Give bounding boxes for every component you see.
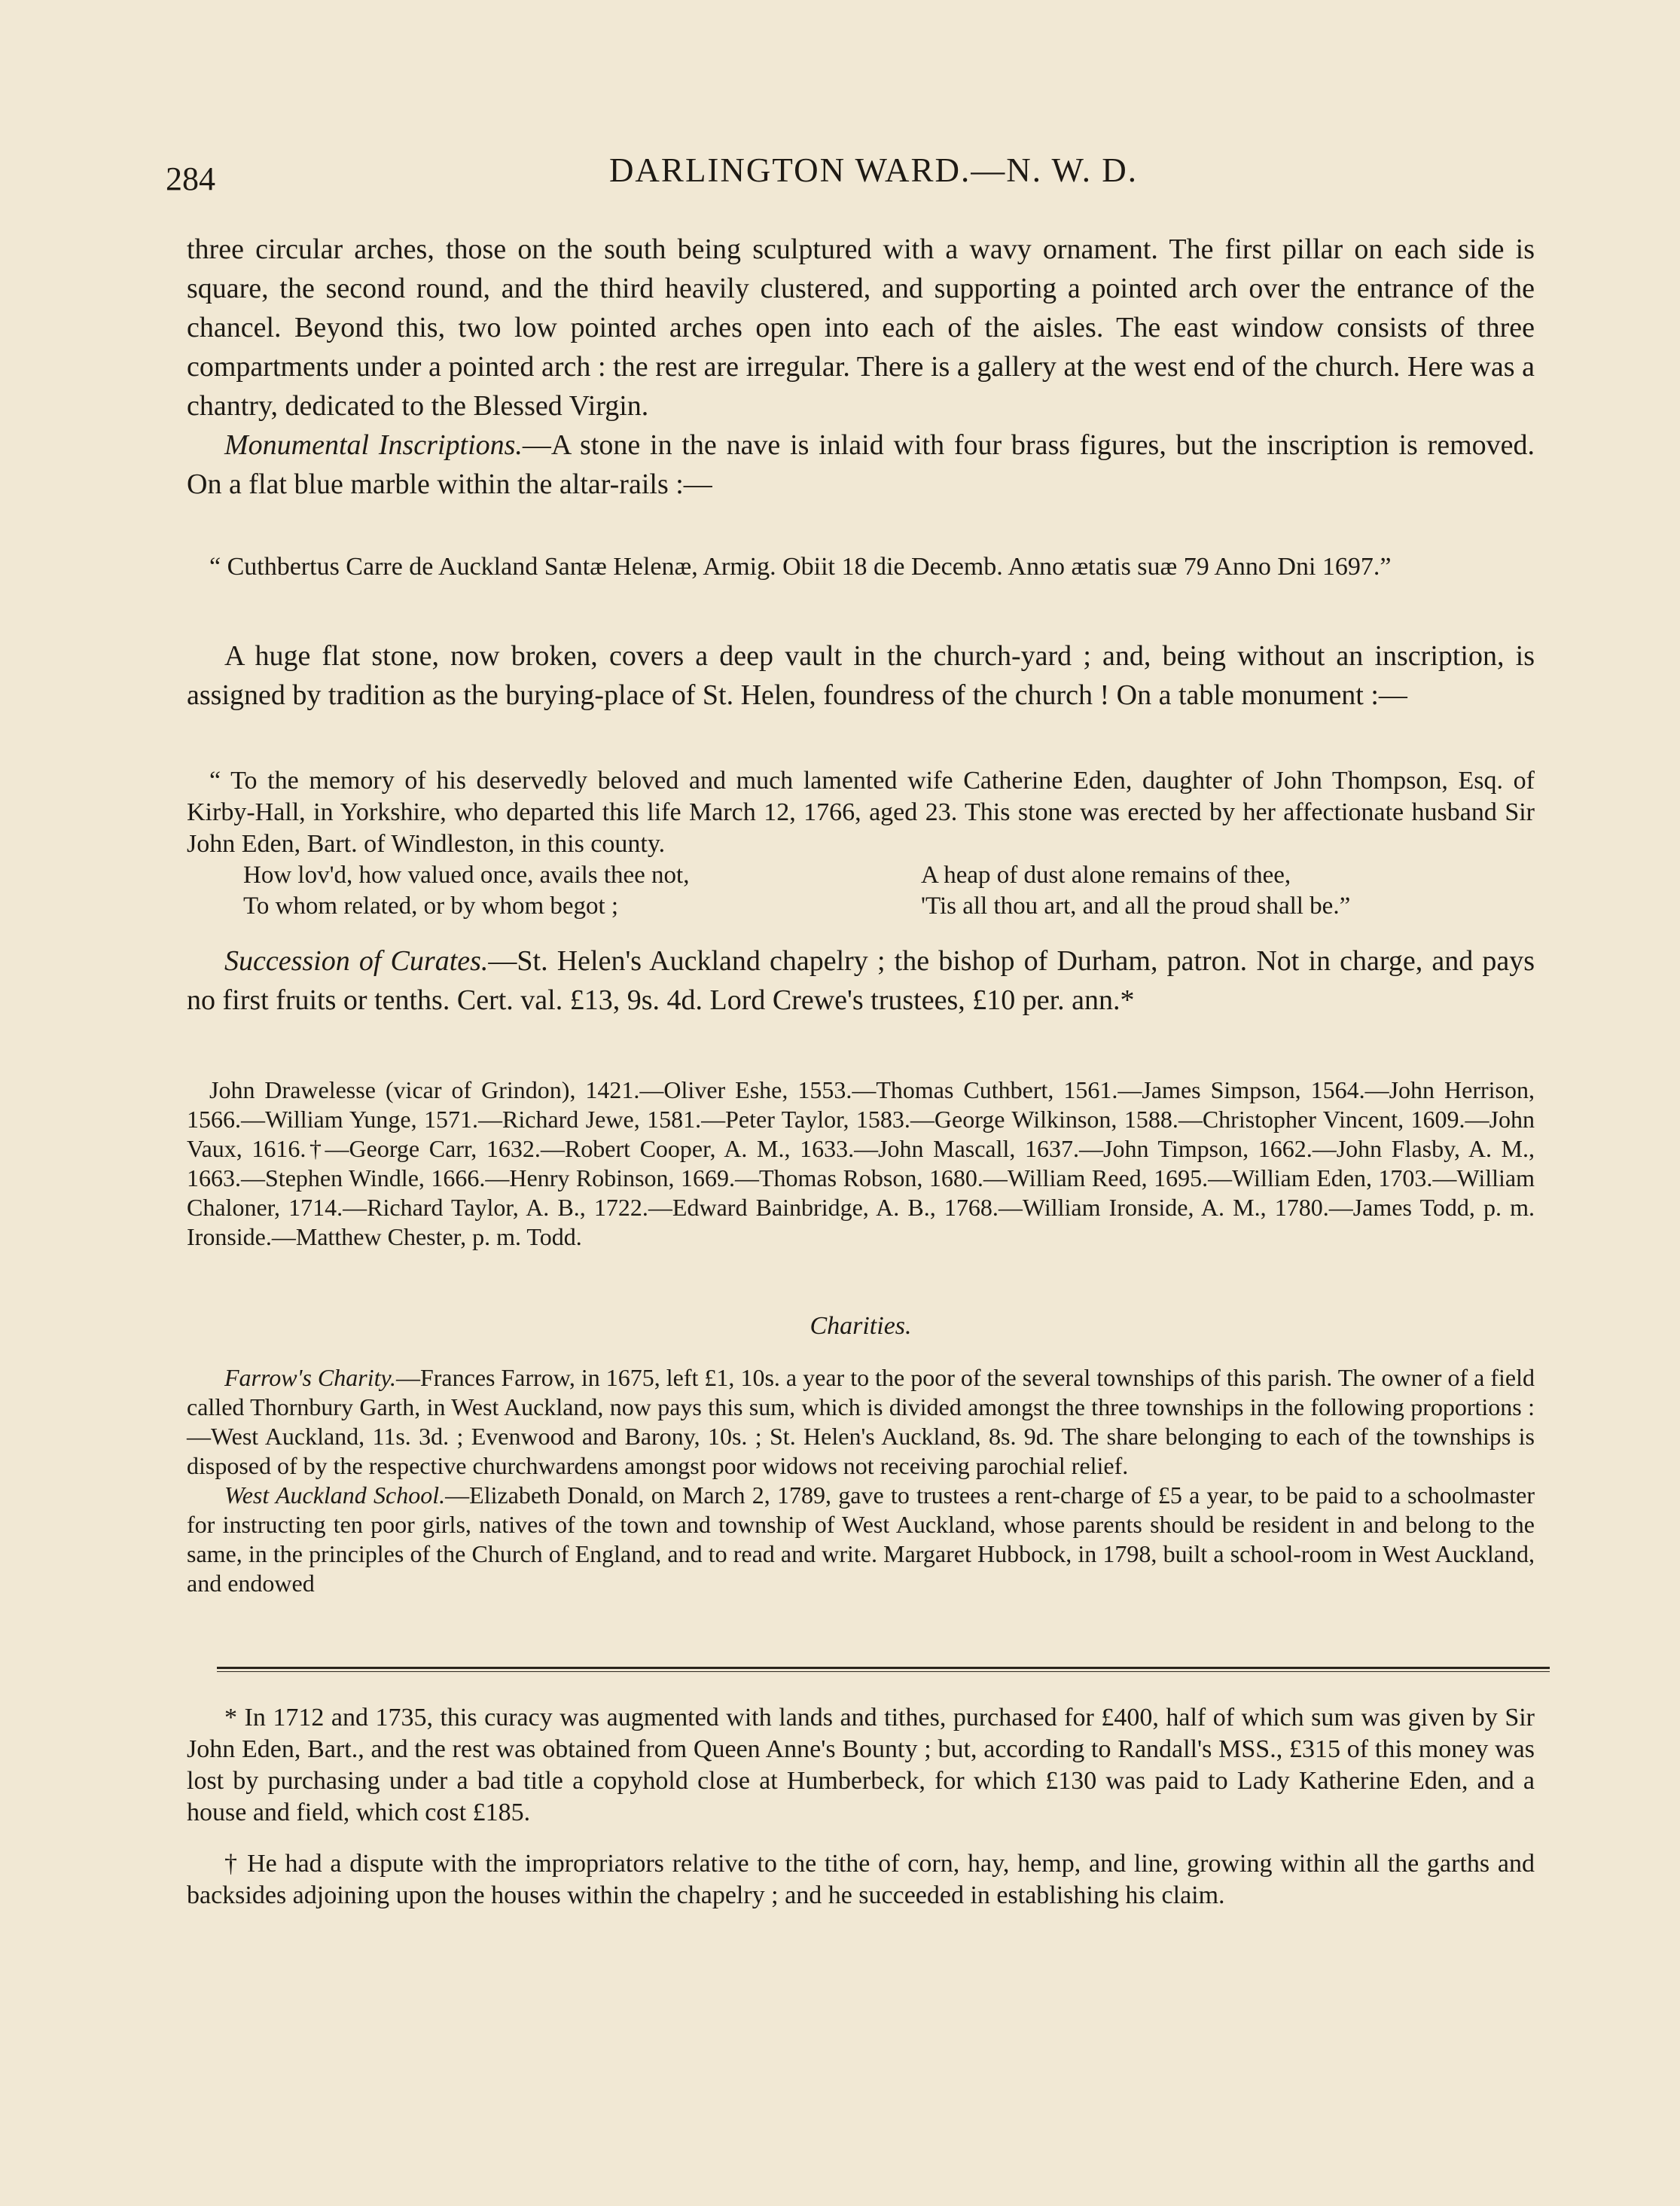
curates-list: John Drawelesse (vicar of Grindon), 1421.—Oliver Eshe, 1553.—Thomas Cuthbert, 1561.—James Simpson, 1564.—John Herrison, 1566.—William Yunge, 1571.—Richard Jewe, 1581.—Peter Taylor, 1583.—George Wilkinson, 1588.—Christopher Vincent, 1609.—John Vaux, 1616.†—George Carr, 1632.—Robert Cooper, A. M., 1633.—John Mascall, 1637.—John Timpson, 1662.—John Flasby, A. M., 1663.—Stephen Windle, 1666.—Henry Robinson, 1669.—Thomas Robson, 1680.—William Reed, 1695.—William Eden, 1703.—William Chaloner, 1714.—Richard Taylor, A. B., 1722.—Edward Bainbridge, A. B., 1768.—William Ironside, A. M., 1780.—James Todd, p. m. Ironside.—Matthew Chester, p. m. Todd.	[187, 1076, 1535, 1250]
running-title: DARLINGTON WARD.—N. W. D.	[608, 151, 1139, 189]
paragraph-school	[187, 1481, 1535, 1598]
verse-line-4: 'Tis all thou art, and all the proud shall be.”	[921, 892, 1351, 920]
quote-block	[187, 551, 1535, 583]
footnotes	[187, 1702, 1535, 1912]
farrow-heading: Farrow's Charity.	[224, 1364, 396, 1391]
paragraph-monumental	[187, 426, 1535, 504]
paragraph-farrow	[187, 1363, 1535, 1481]
charities-heading: Charities.	[810, 1312, 912, 1340]
charities-block	[187, 1363, 1535, 1598]
monumental-heading: Monumental Inscriptions.	[224, 429, 523, 461]
curates-block	[187, 1076, 1535, 1252]
farrow-text: —Frances Farrow, in 1675, left £1, 10s. a year to the poor of the several townships of this parish. The owner of a field called Thornbury Garth, in West Auckland, now pays this sum, which is divided amongst the three townships in the following proportions :—West Auckland, 11s. 3d. ; Evenwood and Barony, 10s. ; St. Helen's Auckland, 8s. 9d. The share belonging to each of the townships is disposed of by the respective churchwardens amongst poor widows not receiving parochial relief.	[187, 1364, 1535, 1479]
epitaph-verse	[187, 860, 1535, 922]
school-text: —Elizabeth Donald, on March 2, 1789, gave to trustees a rent-charge of £5 a year, to be paid to a schoolmaster for instructing ten poor girls, natives of the town and township of West Auckland, whose parents should be resident in and belong to the same, in the principles of the Church of England, and to read and write. Margaret Hubbock, in 1798, built a school-room in West Auckland, and endowed	[187, 1481, 1535, 1597]
paragraph-arches: three circular arches, those on the south being sculptured with a wavy ornament. The first pillar on each side is square, the second round, and the third heavily clustered, and supporting a pointed arch over the entrance of the chancel. Beyond this, two low pointed arches open into each of the aisles. The east window consists of three compartments under a pointed arch : the rest are irregular. There is a gallery at the west end of the church. Here was a chantry, dedicated to the Blessed Virgin.	[187, 233, 1535, 422]
verse-line-3: To whom related, or by whom begot ;	[243, 892, 619, 920]
footnote-rule	[217, 1667, 1550, 1672]
stone-block	[187, 636, 1535, 715]
footnote-2: † He had a dispute with the impropriators relative to the tithe of corn, hay, hemp, and line, growing within all the garths and backsides adjoining upon the houses within the chapelry ; and he succeeded in establishing his claim.	[187, 1850, 1535, 1909]
monumental-text: —A stone in the nave is inlaid with four brass figures, but the inscription is removed. On a flat blue marble within the altar-rails :—	[187, 429, 1535, 500]
page-number: 284	[166, 160, 215, 197]
footnote-1: * In 1712 and 1735, this curacy was augmented with lands and tithes, purchased for £400, half of which sum was given by Sir John Eden, Bart., and the rest was obtained from Queen Anne's Bounty ; but, according to Randall's MSS., £315 of this money was lost by purchasing under a bad title a copyhold close at Humberbeck, for which £130 was paid to Lady Katherine Eden, and a house and field, which cost £185.	[187, 1704, 1535, 1826]
paragraph-succession	[187, 941, 1535, 1020]
succession-text: —St. Helen's Auckland chapelry ; the bishop of Durham, patron. Not in charge, and pays no first fruits or tenths. Cert. val. £13, 9s. 4d. Lord Crewe's trustees, £10 per. ann.*	[187, 945, 1535, 1016]
carre-inscription: “ Cuthbertus Carre de Auckland Santæ Helenæ, Armig. Obiit 18 die Decemb. Anno ætatis suæ 79 Anno Dni 1697.”	[209, 553, 1392, 581]
succession-heading: Succession of Curates.	[224, 945, 489, 977]
epitaph-block	[187, 765, 1535, 922]
page-header	[166, 151, 1581, 203]
verse-line-1: How lov'd, how valued once, avails thee not,	[243, 862, 690, 889]
epitaph-prose: “ To the memory of his deservedly beloved and much lamented wife Catherine Eden, daughter of John Thompson, Esq. of Kirby-Hall, in Yorkshire, who departed this life March 12, 1766, aged 23. This stone was erected by her affectionate husband Sir John Eden, Bart. of Windleston, in this county.	[187, 767, 1535, 858]
footnote-spacer	[187, 1829, 1535, 1848]
school-heading: West Auckland School.	[224, 1481, 446, 1509]
verse-line-2: A heap of dust alone remains of thee,	[921, 862, 1291, 889]
paragraph-stone: A huge flat stone, now broken, covers a deep vault in the church-yard ; and, being without an inscription, is assigned by tradition as the burying-place of St. Helen, foundress of the church ! On a table monument :—	[187, 640, 1535, 711]
charities-heading-block	[187, 1312, 1535, 1341]
main-text	[187, 230, 1535, 504]
succession-block	[187, 941, 1535, 1020]
